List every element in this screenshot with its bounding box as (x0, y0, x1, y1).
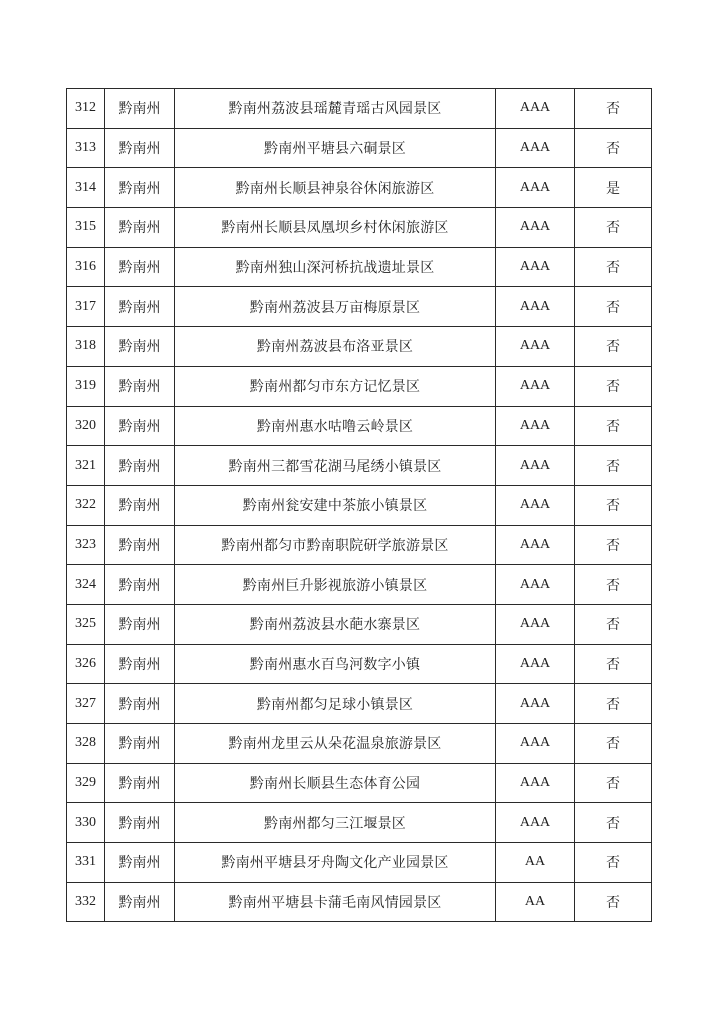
scenic-name-cell: 黔南州都匀三江堰景区 (175, 803, 496, 843)
grade-cell: AAA (496, 803, 575, 843)
grade-cell: AAA (496, 287, 575, 327)
grade-cell: AAA (496, 684, 575, 724)
region-cell: 黔南州 (105, 803, 175, 843)
scenic-name-cell: 黔南州平塘县六硐景区 (175, 128, 496, 168)
region-cell: 黔南州 (105, 485, 175, 525)
table-row (67, 128, 652, 168)
grade-cell: AAA (496, 525, 575, 565)
scenic-name-cell: 黔南州长顺县生态体育公园 (175, 763, 496, 803)
scenic-name-cell: 黔南州平塘县卡蒲毛南风情园景区 (175, 882, 496, 922)
table-row (67, 247, 652, 287)
row-number: 325 (67, 604, 105, 644)
table-row (67, 763, 652, 803)
scenic-name-cell: 黔南州荔波县万亩梅原景区 (175, 287, 496, 327)
table-body (67, 89, 652, 922)
grade-cell: AAA (496, 763, 575, 803)
region-cell: 黔南州 (105, 604, 175, 644)
grade-cell: AAA (496, 327, 575, 367)
flag-cell: 否 (575, 406, 652, 446)
scenic-name-cell: 黔南州荔波县布洛亚景区 (175, 327, 496, 367)
region-cell: 黔南州 (105, 208, 175, 248)
grade-cell: AAA (496, 247, 575, 287)
scenic-name-cell: 黔南州都匀足球小镇景区 (175, 684, 496, 724)
table-row (67, 843, 652, 883)
grade-cell: AAA (496, 446, 575, 486)
scenic-name-cell: 黔南州巨升影视旅游小镇景区 (175, 565, 496, 605)
row-number: 317 (67, 287, 105, 327)
grade-cell: AAA (496, 208, 575, 248)
row-number: 332 (67, 882, 105, 922)
row-number: 314 (67, 168, 105, 208)
grade-cell: AAA (496, 724, 575, 764)
flag-cell: 否 (575, 684, 652, 724)
region-cell: 黔南州 (105, 763, 175, 803)
grade-cell: AAA (496, 128, 575, 168)
grade-cell: AAA (496, 406, 575, 446)
table-row (67, 644, 652, 684)
table-row (67, 446, 652, 486)
table-row (67, 565, 652, 605)
grade-cell: AAA (496, 604, 575, 644)
row-number: 318 (67, 327, 105, 367)
region-cell: 黔南州 (105, 247, 175, 287)
flag-cell: 否 (575, 803, 652, 843)
row-number: 324 (67, 565, 105, 605)
table-row (67, 485, 652, 525)
region-cell: 黔南州 (105, 843, 175, 883)
grade-cell: AA (496, 843, 575, 883)
scenic-name-cell: 黔南州都匀市东方记忆景区 (175, 366, 496, 406)
grade-cell: AAA (496, 485, 575, 525)
scenic-name-cell: 黔南州瓮安建中茶旅小镇景区 (175, 485, 496, 525)
row-number: 315 (67, 208, 105, 248)
scenic-name-cell: 黔南州惠水百鸟河数字小镇 (175, 644, 496, 684)
region-cell: 黔南州 (105, 882, 175, 922)
region-cell: 黔南州 (105, 89, 175, 129)
row-number: 322 (67, 485, 105, 525)
grade-cell: AAA (496, 644, 575, 684)
table-row (67, 208, 652, 248)
scenic-name-cell: 黔南州惠水咕噜云岭景区 (175, 406, 496, 446)
region-cell: 黔南州 (105, 168, 175, 208)
scenic-name-cell: 黔南州都匀市黔南职院研学旅游景区 (175, 525, 496, 565)
region-cell: 黔南州 (105, 287, 175, 327)
scenic-spot-table (66, 88, 652, 922)
flag-cell: 否 (575, 724, 652, 764)
table-row (67, 724, 652, 764)
flag-cell: 否 (575, 128, 652, 168)
row-number: 321 (67, 446, 105, 486)
flag-cell: 否 (575, 89, 652, 129)
flag-cell: 否 (575, 843, 652, 883)
table-row (67, 89, 652, 129)
grade-cell: AAA (496, 565, 575, 605)
scenic-name-cell: 黔南州平塘县牙舟陶文化产业园景区 (175, 843, 496, 883)
region-cell: 黔南州 (105, 128, 175, 168)
region-cell: 黔南州 (105, 684, 175, 724)
row-number: 316 (67, 247, 105, 287)
scenic-name-cell: 黔南州龙里云从朵花温泉旅游景区 (175, 724, 496, 764)
row-number: 326 (67, 644, 105, 684)
row-number: 327 (67, 684, 105, 724)
scenic-name-cell: 黔南州长顺县凤凰坝乡村休闲旅游区 (175, 208, 496, 248)
flag-cell: 否 (575, 565, 652, 605)
grade-cell: AAA (496, 366, 575, 406)
table-row (67, 406, 652, 446)
region-cell: 黔南州 (105, 446, 175, 486)
row-number: 312 (67, 89, 105, 129)
table-row (67, 882, 652, 922)
grade-cell: AA (496, 882, 575, 922)
flag-cell: 否 (575, 327, 652, 367)
region-cell: 黔南州 (105, 724, 175, 764)
row-number: 328 (67, 724, 105, 764)
row-number: 331 (67, 843, 105, 883)
flag-cell: 否 (575, 287, 652, 327)
row-number: 330 (67, 803, 105, 843)
flag-cell: 否 (575, 644, 652, 684)
table-row (67, 803, 652, 843)
flag-cell: 否 (575, 882, 652, 922)
flag-cell: 否 (575, 208, 652, 248)
scenic-name-cell: 黔南州长顺县神泉谷休闲旅游区 (175, 168, 496, 208)
flag-cell: 否 (575, 763, 652, 803)
table-row (67, 366, 652, 406)
region-cell: 黔南州 (105, 406, 175, 446)
flag-cell: 否 (575, 247, 652, 287)
table-row (67, 327, 652, 367)
region-cell: 黔南州 (105, 565, 175, 605)
scenic-name-cell: 黔南州三都雪花湖马尾绣小镇景区 (175, 446, 496, 486)
row-number: 329 (67, 763, 105, 803)
flag-cell: 否 (575, 604, 652, 644)
table-row (67, 604, 652, 644)
region-cell: 黔南州 (105, 366, 175, 406)
scenic-name-cell: 黔南州荔波县水葩水寨景区 (175, 604, 496, 644)
region-cell: 黔南州 (105, 644, 175, 684)
table-row (67, 287, 652, 327)
table-row (67, 168, 652, 208)
table-row (67, 525, 652, 565)
grade-cell: AAA (496, 89, 575, 129)
row-number: 313 (67, 128, 105, 168)
row-number: 320 (67, 406, 105, 446)
row-number: 319 (67, 366, 105, 406)
flag-cell: 否 (575, 525, 652, 565)
flag-cell: 否 (575, 485, 652, 525)
scenic-name-cell: 黔南州独山深河桥抗战遗址景区 (175, 247, 496, 287)
table-row (67, 684, 652, 724)
region-cell: 黔南州 (105, 525, 175, 565)
scenic-name-cell: 黔南州荔波县瑶麓青瑶古风园景区 (175, 89, 496, 129)
grade-cell: AAA (496, 168, 575, 208)
region-cell: 黔南州 (105, 327, 175, 367)
flag-cell: 是 (575, 168, 652, 208)
flag-cell: 否 (575, 366, 652, 406)
row-number: 323 (67, 525, 105, 565)
flag-cell: 否 (575, 446, 652, 486)
